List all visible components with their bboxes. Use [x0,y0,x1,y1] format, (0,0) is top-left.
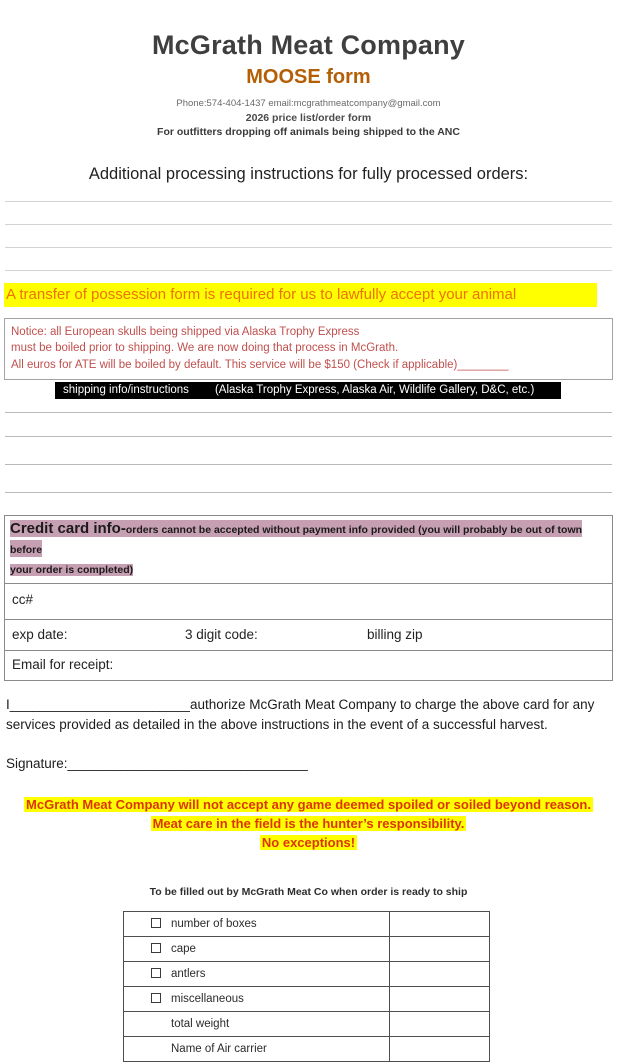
shipping-info-bar [55,382,561,399]
row-label: miscellaneous [171,993,244,1006]
number-of-boxes-value-cell[interactable] [390,912,490,937]
table-row [124,962,490,987]
form-name: MOOSE form [246,66,371,88]
miscellaneous-checkbox[interactable] [151,993,161,1003]
credit-card-section [4,515,613,681]
table-row [124,987,490,1012]
antlers-value-cell[interactable] [390,962,490,987]
exp-date-field[interactable]: exp date: [12,626,68,642]
contact-line: Phone:574-404-1437 email:mcgrathmeatcompany@gmail.com [176,98,441,109]
billing-zip-field[interactable]: billing zip [367,626,423,642]
processing-write-in-area [0,201,617,271]
credit-card-title: Credit card info- [10,519,126,537]
ruled-line [5,492,612,493]
table-row [124,912,490,937]
notice-line-3: All euros for ATE will be boiled by default. This service will be $150 (Check if applicable)________ [11,358,509,371]
notice-line-2: must be boiled prior to shipping. We are now doing that process in McGrath. [11,342,399,355]
euro-boil-notice-box [4,318,613,380]
ruled-line [5,436,612,437]
transfer-of-possession-notice: A transfer of possession form is required for us to lawfully accept your animal [4,283,597,307]
notice-line-1: Notice: all European skulls being shipped via Alaska Trophy Express [11,326,360,338]
authorization-statement: I________________________authorize McGrath Meat Company to charge the above card for any services provided as detailed in the above instructions in the event of a successful harvest. [6,696,595,733]
cape-checkbox[interactable] [151,943,161,953]
shipping-info-label: shipping info/instructions [63,383,189,396]
table-row [124,1012,490,1037]
cc-exp-row [5,619,612,650]
total-weight-value-cell[interactable] [390,1012,490,1037]
ship-table-caption: To be filled out by McGrath Meat Co when order is ready to ship [149,886,468,899]
air-carrier-value-cell[interactable] [390,1037,490,1062]
signature-line[interactable]: Signature:________________________________ [6,756,308,772]
table-row [124,1037,490,1062]
credit-card-subtitle-1: orders cannot be accepted without payment info provided (you will probably be out of town before [10,523,583,556]
warning-text: McGrath Meat Company will not accept any game deemed spoiled or soiled beyond reason. Meat care in the field is the hunter’s responsibility. [26,797,591,832]
ruled-line [5,412,612,413]
ruled-line [5,201,612,202]
spoiled-game-warning [0,796,617,853]
ruled-line [5,464,612,465]
receipt-email-field[interactable]: Email for receipt: [5,650,612,680]
credit-card-subtitle-2: your order is completed) [10,563,134,576]
row-label: Name of Air carrier [171,1043,267,1056]
row-label: total weight [171,1018,230,1031]
security-code-field[interactable]: 3 digit code: [185,626,258,642]
credit-card-header [5,516,612,583]
number-of-boxes-checkbox[interactable] [151,918,161,928]
table-row [124,937,490,962]
shipping-carriers-list: (Alaska Trophy Express, Alaska Air, Wildlife Gallery, D&C, etc.) [214,383,535,396]
ruled-line [5,270,612,271]
warning-no-exceptions: No exceptions! [261,835,356,851]
row-label: cape [171,943,196,956]
cape-value-cell[interactable] [390,937,490,962]
antlers-checkbox[interactable] [151,968,161,978]
form-header [0,30,617,138]
cc-number-field[interactable]: cc# [5,583,612,619]
company-title: McGrath Meat Company [151,30,466,60]
shipping-write-in-area [0,412,617,493]
ruled-line [5,224,612,225]
ready-to-ship-table [123,911,490,1062]
processing-instructions-heading: Additional processing instructions for fully processed orders: [88,165,529,183]
audience-line: For outfitters dropping off animals being shipped to the ANC [157,126,460,138]
miscellaneous-value-cell[interactable] [390,987,490,1012]
row-label: number of boxes [171,918,257,931]
ruled-line [5,247,612,248]
row-label: antlers [171,968,206,981]
price-list-line: 2026 price list/order form [245,112,372,124]
